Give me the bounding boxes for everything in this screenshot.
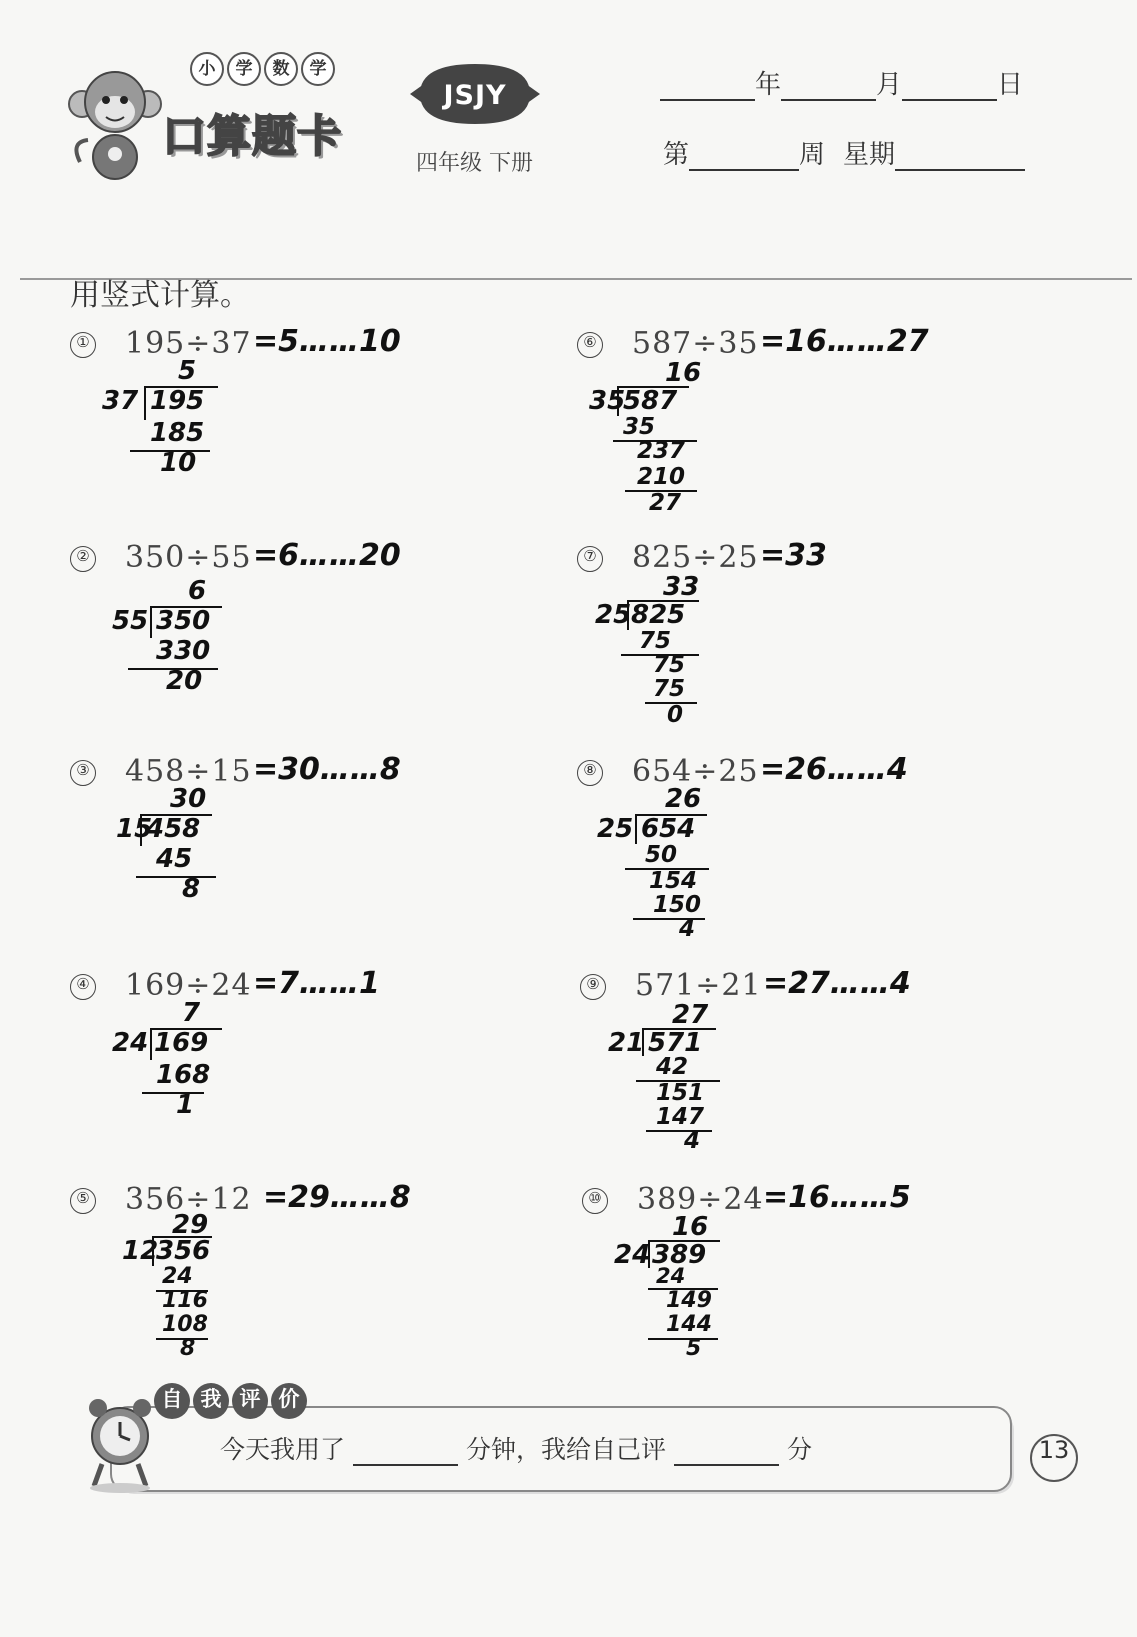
grade-label: 四年级 下册: [416, 151, 533, 176]
problem-7: ⑦ 825÷25 =33 33 25 825 75 75 75 0: [577, 540, 1077, 750]
answer: =27……4: [763, 966, 911, 1001]
answer: =16……27: [760, 324, 929, 359]
answer: =5……10: [253, 324, 401, 359]
problem-1: ① 195÷37 =5……10 5 37 195 185 10: [70, 326, 570, 536]
year-blank[interactable]: [660, 73, 755, 101]
answer: =16……5: [763, 1180, 911, 1215]
problem-2: ② 350÷55 =6……20 6 55 350 330 20: [70, 540, 570, 750]
score-blank[interactable]: [674, 1438, 779, 1466]
answer: =30……8: [253, 752, 401, 787]
week-blank[interactable]: [689, 143, 799, 171]
week-line: 第 周 星期: [663, 134, 1025, 171]
self-eval-sentence: 今天我用了 分钟，我给自己评 分: [220, 1435, 813, 1464]
problem-10: ⑩ 389÷24 =16……5 16 24 389 24 149 144 5: [582, 1182, 1082, 1382]
self-eval-title: 自 我 评 价: [154, 1383, 307, 1419]
problem-9: ⑨ 571÷21 =27……4 27 21 571 42 151 147 4: [580, 968, 1080, 1178]
answer: =29……8: [263, 1180, 411, 1215]
brand-subtitle: 小 学 数 学: [190, 52, 335, 86]
minutes-blank[interactable]: [353, 1438, 458, 1466]
answer: =26……4: [760, 752, 908, 787]
monkey-mascot-icon: [60, 62, 170, 182]
day-blank[interactable]: [902, 73, 997, 101]
problem-8: ⑧ 654÷25 =26……4 26 25 654 50 154 150 4: [577, 754, 1077, 964]
answer: =6……20: [253, 538, 401, 573]
alarm-clock-icon: [80, 1394, 160, 1494]
page-number: 13: [1030, 1434, 1078, 1482]
problem-6: ⑥ 587÷35 =16……27 16 35 587 35 237 210 27: [577, 326, 1077, 536]
problem-4: ④ 169÷24 =7……1 7 24 169 168 1: [70, 968, 570, 1178]
instruction-text: 用竖式计算。: [70, 278, 250, 313]
weekday-blank[interactable]: [895, 143, 1025, 171]
publisher-badge-text: JSJY: [443, 80, 507, 111]
month-blank[interactable]: [781, 73, 876, 101]
brand-title: 口算题卡: [162, 111, 342, 162]
date-line: 年 月 日: [660, 64, 1023, 101]
answer: =33: [760, 538, 827, 573]
answer: =7……1: [253, 966, 380, 1001]
problem-5: ⑤ 356÷12 =29……8 29 12 356 24 116 108 8: [70, 1182, 570, 1382]
problem-3: ③ 458÷15 =30……8 30 15 458 45 8: [70, 754, 570, 964]
